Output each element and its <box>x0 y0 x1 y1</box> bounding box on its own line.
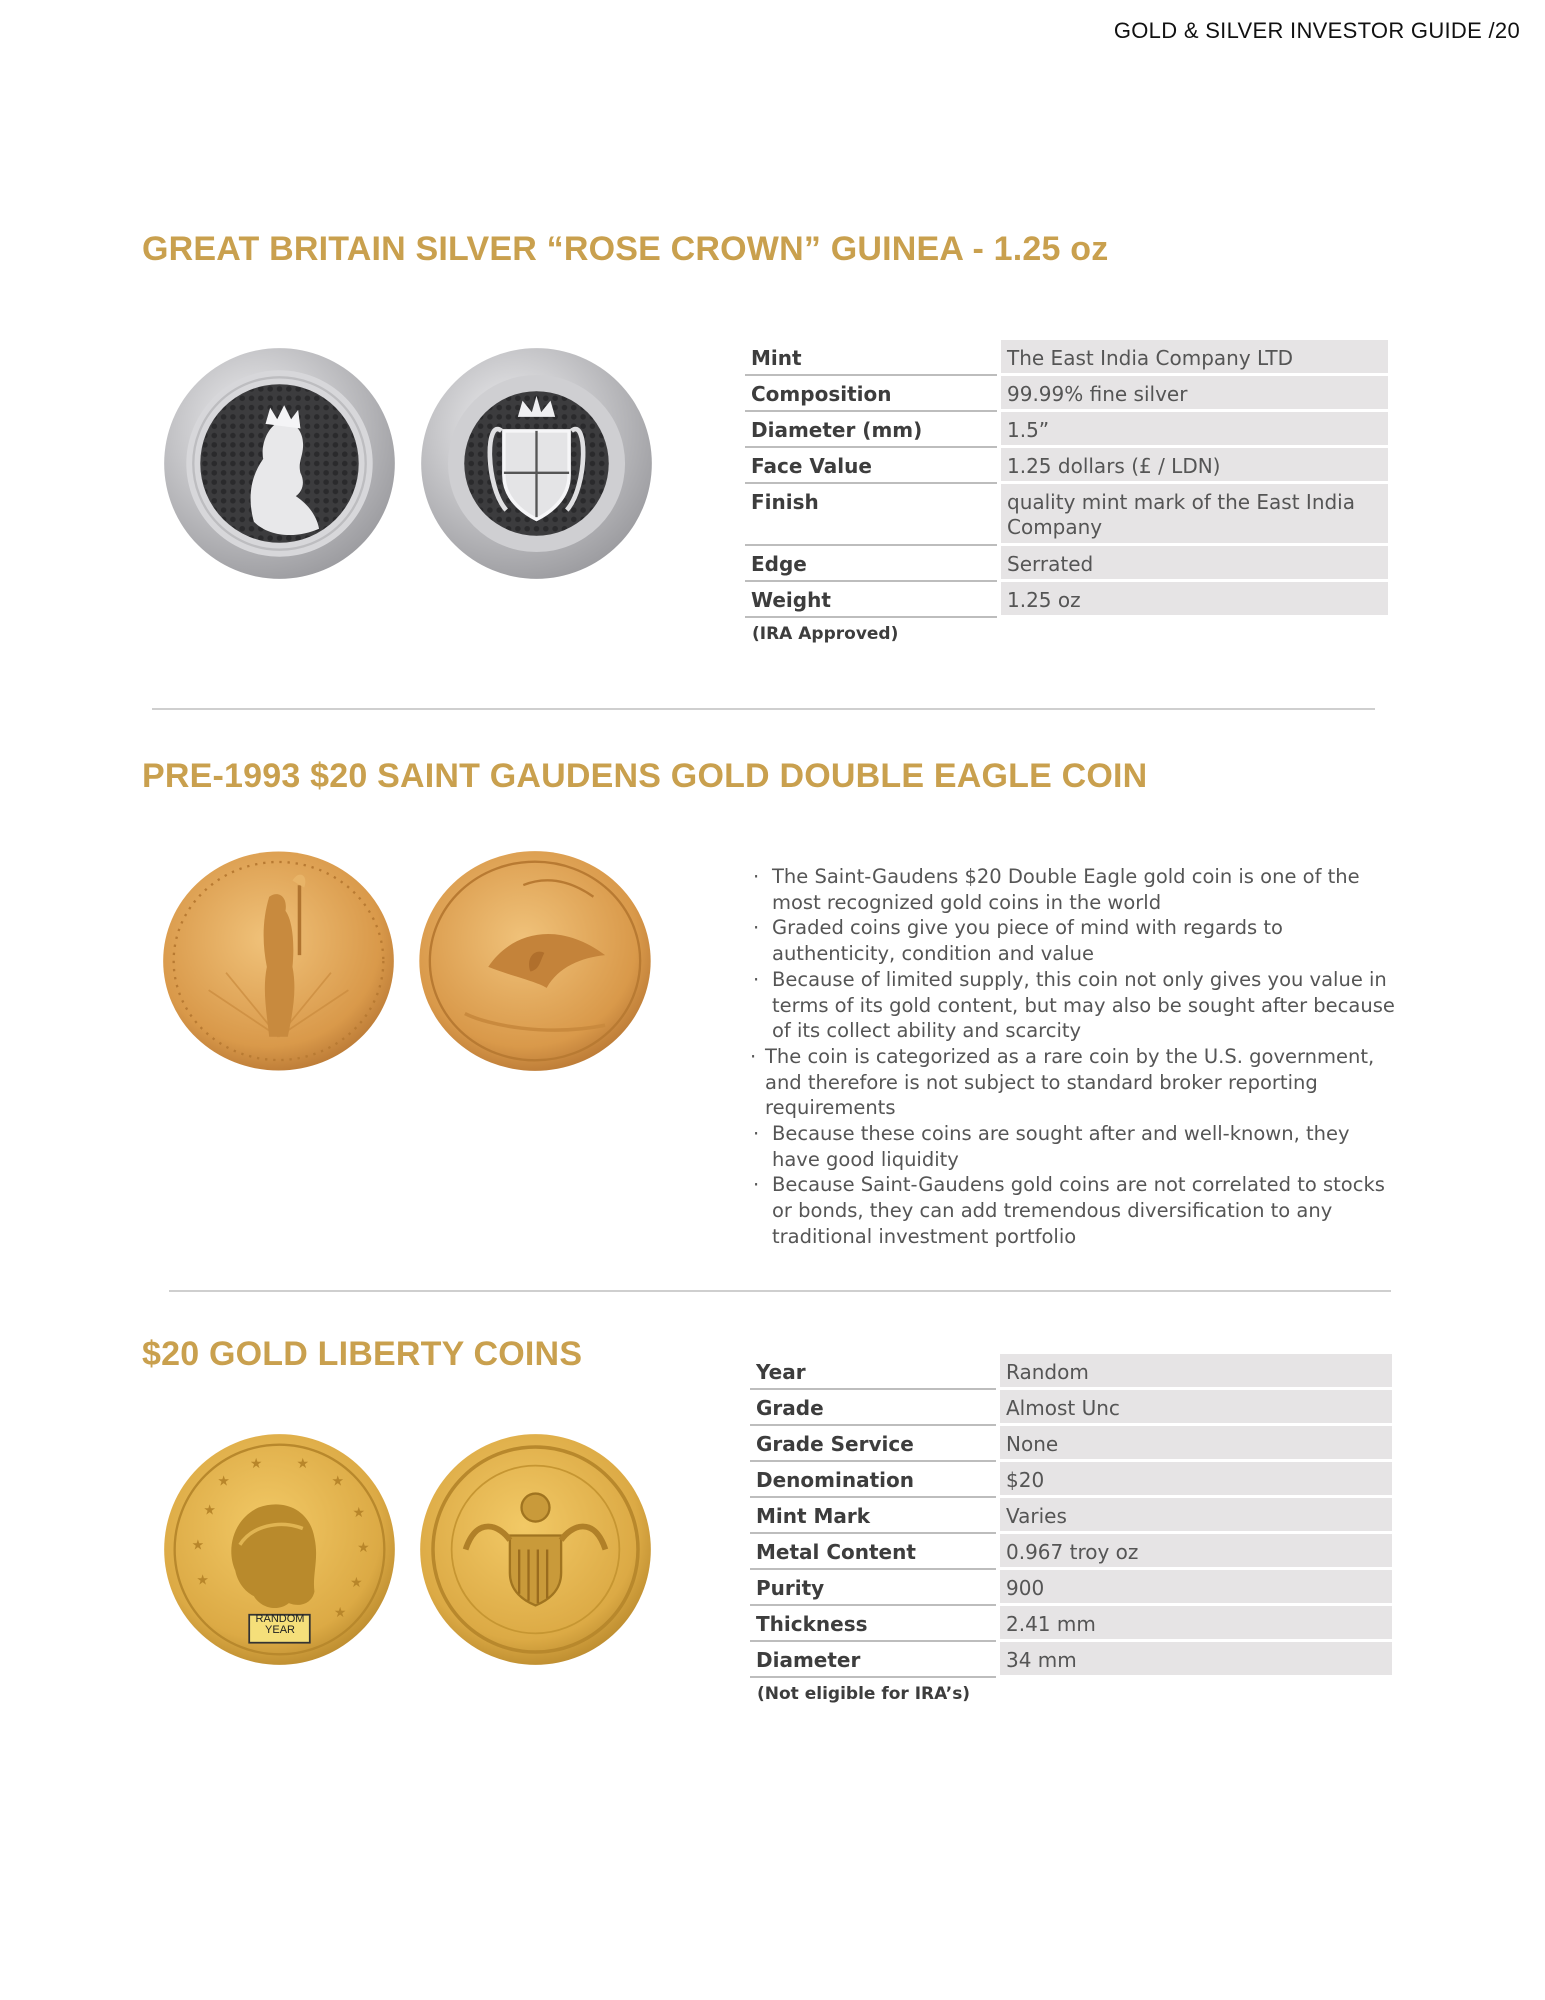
svg-text:★: ★ <box>249 1455 263 1472</box>
spec-row <box>745 448 1388 484</box>
saint-gaudens-feature-list <box>750 864 1395 1250</box>
gold-liberty-obverse-image <box>163 1433 396 1666</box>
svg-text:★: ★ <box>191 1537 205 1554</box>
spec-value: 99.99% fine silver <box>1001 376 1388 412</box>
spec-label: Grade <box>750 1390 996 1426</box>
spec-label: Composition <box>745 376 997 412</box>
spec-row <box>750 1426 1392 1462</box>
page-header: GOLD & SILVER INVESTOR GUIDE /20 <box>1113 18 1520 43</box>
section-title-saint-gaudens: PRE-1993 $20 SAINT GAUDENS GOLD DOUBLE EAGLE COIN <box>142 757 1148 795</box>
svg-text:★: ★ <box>333 1605 347 1622</box>
list-item: · Because of limited supply, this coin not only gives you value in terms of its gold content, but may also be sought after because of its collect ability and scarcity <box>753 967 1395 1043</box>
list-item: · Because these coins are sought after and well-known, they have good liquidity <box>753 1122 1350 1171</box>
spec-label: Metal Content <box>750 1534 996 1570</box>
spec-row <box>750 1606 1392 1642</box>
section-divider <box>152 708 1375 710</box>
spec-value: Serrated <box>1001 546 1388 582</box>
random-year-badge: RANDOM YEAR <box>255 1613 305 1636</box>
spec-label: Edge <box>745 546 997 582</box>
bullet-text: Graded coins give you piece of mind with regards to authenticity, condition and value <box>772 916 1283 966</box>
spec-value: 34 mm <box>1000 1642 1392 1678</box>
spec-row <box>750 1354 1392 1390</box>
spec-value: 900 <box>1000 1570 1392 1606</box>
spec-value: Varies <box>1000 1498 1392 1534</box>
svg-text:★: ★ <box>350 1574 363 1591</box>
spec-value: Random <box>1000 1354 1392 1390</box>
spec-value: 1.25 oz <box>1001 582 1388 618</box>
spec-row <box>745 582 1388 618</box>
spec-value: 1.5” <box>1001 412 1388 448</box>
spec-row <box>745 412 1388 448</box>
section-title-gold-liberty: $20 GOLD LIBERTY COINS <box>142 1335 583 1373</box>
spec-value: 2.41 mm <box>1000 1606 1392 1642</box>
section-title-silver-guinea: GREAT BRITAIN SILVER “ROSE CROWN” GUINEA - 1.25 oz <box>142 230 1109 268</box>
spec-row <box>750 1570 1392 1606</box>
spec-label: Grade Service <box>750 1426 996 1462</box>
spec-value: None <box>1000 1426 1392 1462</box>
bullet-text: The Saint-Gaudens $20 Double Eagle gold coin is one of the most recognized gold coins in the world <box>772 865 1360 914</box>
silver-guinea-reverse-image <box>420 347 653 580</box>
spec-value: 0.967 troy oz <box>1000 1534 1392 1570</box>
list-item: · The Saint-Gaudens $20 Double Eagle gold coin is one of the most recognized gold coins in the world <box>753 865 1360 914</box>
svg-text:★: ★ <box>357 1539 370 1556</box>
spec-row <box>745 340 1388 376</box>
silver-guinea-spec-table <box>745 340 1388 618</box>
bullet-text: Because Saint-Gaudens gold coins are not correlated to stocks or bonds, they can add tremendous diversification to any traditional investment portfolio <box>772 1173 1385 1248</box>
svg-text:★: ★ <box>203 1502 216 1519</box>
section-divider <box>169 1290 1391 1292</box>
spec-value: quality mint mark of the East India Company <box>1001 484 1388 546</box>
saint-gaudens-reverse-image <box>418 850 652 1072</box>
spec-label: Face Value <box>745 448 997 484</box>
spec-row <box>750 1390 1392 1426</box>
spec-label: Finish <box>745 484 997 546</box>
spec-label: Year <box>750 1354 996 1390</box>
ira-note: (Not eligible for IRA’s) <box>757 1684 971 1704</box>
svg-text:★: ★ <box>331 1473 345 1490</box>
spec-value: Almost Unc <box>1000 1390 1392 1426</box>
saint-gaudens-obverse-image <box>162 850 395 1072</box>
spec-value: $20 <box>1000 1462 1392 1498</box>
spec-row <box>750 1462 1392 1498</box>
ira-note: (IRA Approved) <box>752 624 899 644</box>
svg-text:★: ★ <box>296 1455 310 1472</box>
spec-label: Mint <box>745 340 997 376</box>
spec-label: Diameter <box>750 1642 996 1678</box>
spec-label: Thickness <box>750 1606 996 1642</box>
spec-row <box>745 484 1388 546</box>
spec-row <box>745 376 1388 412</box>
spec-label: Weight <box>745 582 997 618</box>
bullet-text: The coin is categorized as a rare coin by the U.S. government, and therefore is not subject to standard broker reporting requirements <box>765 1044 1375 1120</box>
spec-label: Mint Mark <box>750 1498 996 1534</box>
spec-row <box>750 1534 1392 1570</box>
gold-liberty-spec-table <box>750 1354 1392 1678</box>
spec-row <box>750 1642 1392 1678</box>
spec-value: The East India Company LTD <box>1001 340 1388 376</box>
svg-text:★: ★ <box>217 1473 230 1490</box>
spec-label: Diameter (mm) <box>745 412 997 448</box>
svg-text:★: ★ <box>352 1504 365 1521</box>
spec-value: 1.25 dollars (£ / LDN) <box>1001 448 1388 484</box>
list-item: · The coin is categorized as a rare coin by the U.S. government, and therefore is not subject to standard broker reporting requirements <box>750 1044 1375 1120</box>
spec-label: Denomination <box>750 1462 996 1498</box>
spec-row <box>745 546 1388 582</box>
silver-guinea-obverse-image <box>163 347 396 580</box>
svg-text:★: ★ <box>196 1572 209 1589</box>
gold-liberty-reverse-image <box>419 1433 652 1666</box>
list-item: · Graded coins give you piece of mind with regards to authenticity, condition and value <box>753 916 1283 966</box>
bullet-text: Because these coins are sought after and well-known, they have good liquidity <box>772 1122 1350 1171</box>
spec-row <box>750 1498 1392 1534</box>
spec-label: Purity <box>750 1570 996 1606</box>
list-item: · Because Saint-Gaudens gold coins are not correlated to stocks or bonds, they can add tremendous diversification to any traditional investment portfolio <box>753 1173 1385 1248</box>
bullet-text: Because of limited supply, this coin not only gives you value in terms of its gold content, but may also be sought after because of its collect ability and scarcity <box>772 967 1395 1043</box>
